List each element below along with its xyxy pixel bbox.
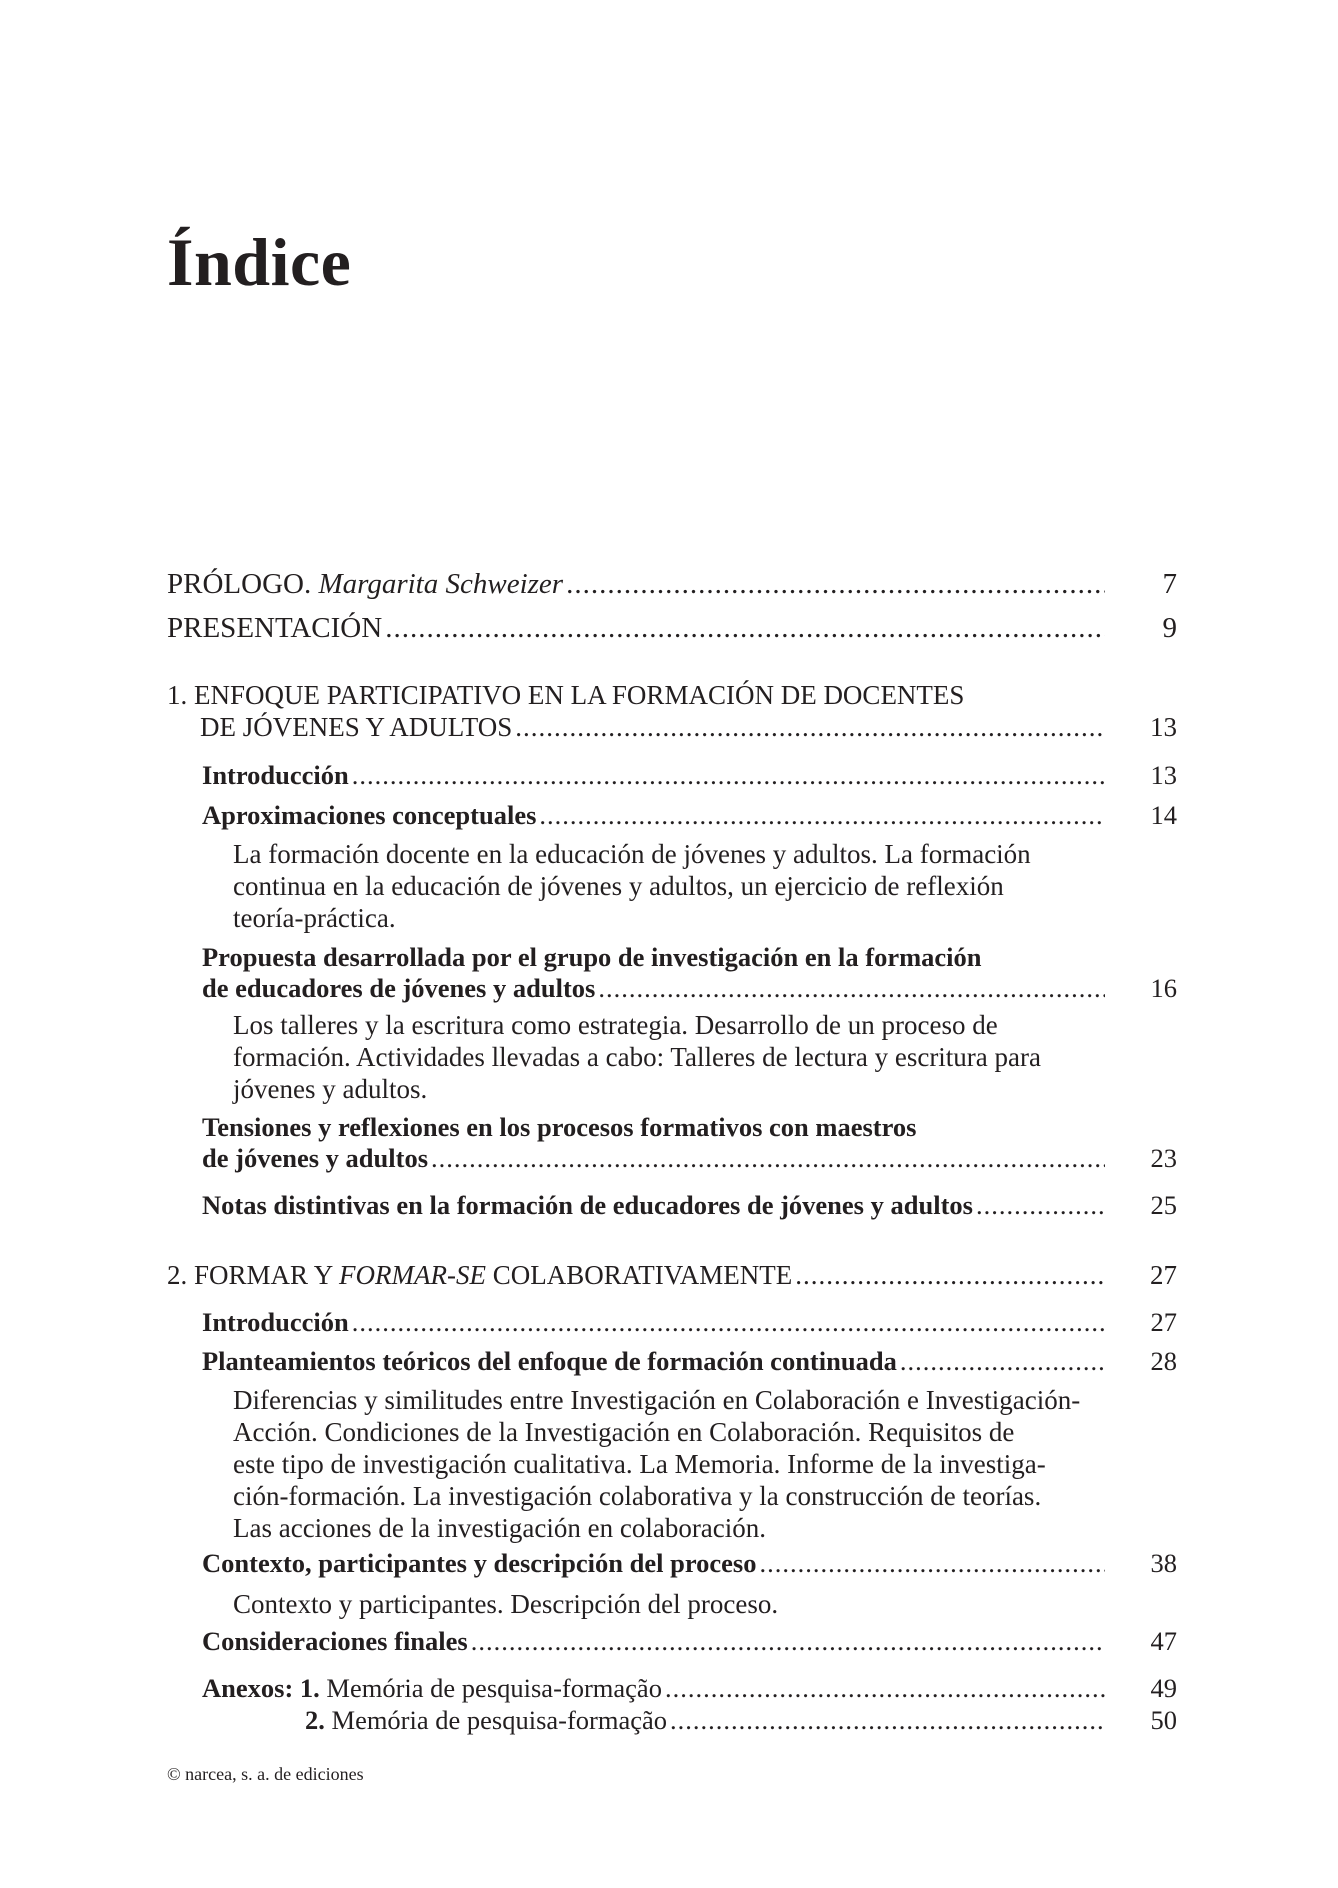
toc-entry-ch1-propuesta[interactable] (202, 973, 1177, 1004)
toc-entry-ch1-tensiones-title: Tensiones y reflexiones en los procesos formativos con maestros (202, 1112, 917, 1142)
dot-leader (900, 1346, 1105, 1377)
toc-entry-ch2-planteamientos[interactable] (202, 1346, 1177, 1377)
page-number: 13 (1150, 712, 1177, 742)
toc-description: La formación docente en la educación de jóvenes y adultos. La formación continua en la educación de jóvenes y adultos, un ejercicio de reflexión teoría-práctica. (233, 839, 1031, 933)
toc-label: de educadores de jóvenes y adultos (202, 973, 596, 1003)
anexos-label: Anexos: (202, 1673, 294, 1703)
toc-entry-ch1-aproximaciones[interactable] (202, 800, 1177, 831)
dot-leader (670, 1705, 1105, 1736)
toc-label: 2. FORMAR Y (167, 1260, 340, 1290)
dot-leader (431, 1143, 1105, 1174)
toc-entry-chapter-2[interactable] (167, 1260, 1177, 1291)
page-number: 28 (1150, 1346, 1177, 1376)
dot-leader (566, 568, 1105, 601)
toc-label: Contexto, participantes y descripción del proceso (202, 1548, 757, 1578)
page-number: 49 (1150, 1673, 1177, 1703)
toc-entry-ch2-consideraciones[interactable] (202, 1626, 1177, 1657)
page-title: Índice (167, 224, 352, 300)
toc-entry-anexo-2[interactable] (305, 1705, 1177, 1736)
toc-entry-anexo-1[interactable] (202, 1673, 1177, 1704)
toc-entry-ch2-contexto[interactable] (202, 1548, 1177, 1579)
toc-label-italic: FORMAR-SE (339, 1260, 486, 1290)
dot-leader (515, 712, 1105, 743)
toc-label: COLABORATIVAMENTE (486, 1260, 793, 1290)
dot-leader (976, 1190, 1105, 1221)
anexo-number: 1. (299, 1673, 320, 1703)
dot-leader (760, 1548, 1106, 1579)
toc-description: Los talleres y la escritura como estrategia. Desarrollo de un proceso de formación. Actividades llevadas a cabo: Talleres de lectura y escritura para jóvenes y adultos. (233, 1010, 1041, 1104)
page-number: 14 (1150, 800, 1177, 830)
toc-entry-prologo[interactable] (167, 568, 1177, 601)
anexo-number: 2. (305, 1705, 325, 1735)
toc-chapter-1-title: 1. ENFOQUE PARTICIPATIVO EN LA FORMACIÓN DE DOCENTES (167, 680, 965, 710)
toc-label: de jóvenes y adultos (202, 1143, 429, 1173)
page-number: 27 (1150, 1307, 1177, 1337)
toc-label: Planteamientos teóricos del enfoque de formación continuada (202, 1346, 897, 1376)
anexo-title: Memória de pesquisa-formação (331, 1705, 668, 1735)
dot-leader (385, 612, 1105, 645)
dot-leader (352, 760, 1105, 791)
toc-label: Introducción (202, 760, 349, 790)
dot-leader (598, 973, 1105, 1004)
page-number: 16 (1150, 973, 1177, 1003)
toc-label: Introducción (202, 1307, 349, 1337)
toc-label: PRESENTACIÓN (167, 612, 383, 644)
toc-entry-ch1-notas[interactable] (202, 1190, 1177, 1221)
page-number: 9 (1162, 612, 1177, 644)
toc-entry-presentacion[interactable] (167, 612, 1177, 645)
toc-entry-chapter-1[interactable] (200, 712, 1177, 743)
toc-label: Consideraciones finales (202, 1626, 468, 1656)
copyright-footer: © narcea, s. a. de ediciones (167, 1764, 364, 1784)
dot-leader (539, 800, 1105, 831)
page-number: 50 (1150, 1705, 1177, 1735)
dot-leader (471, 1626, 1105, 1657)
toc-entry-ch1-introduccion[interactable] (202, 760, 1177, 791)
toc-description: Diferencias y similitudes entre Investigación en Colaboración e Investigación- Acción. Condiciones de la Investigación en Colaboración. Requisitos de este tipo de investigación cualitativa. La Memoria. Informe de la investiga- ción-formación. La investigación colaborativa y la construcción de teorías. Las acciones de la investigación en colaboración. (233, 1385, 1081, 1543)
toc-description: Contexto y participantes. Descripción del proceso. (233, 1589, 779, 1619)
page-number: 38 (1150, 1548, 1177, 1578)
toc-label: Aproximaciones conceptuales (202, 800, 537, 830)
toc-entry-ch1-propuesta-title: Propuesta desarrollada por el grupo de investigación en la formación (202, 942, 982, 972)
page-number: 25 (1150, 1190, 1177, 1220)
page-number: 13 (1150, 760, 1177, 790)
toc-entry-ch1-tensiones[interactable] (202, 1143, 1177, 1174)
page-number: 23 (1150, 1143, 1177, 1173)
page-number: 27 (1150, 1260, 1177, 1290)
toc-label: Notas distintivas en la formación de educadores de jóvenes y adultos (202, 1190, 973, 1220)
dot-leader (665, 1673, 1105, 1704)
anexo-title: Memória de pesquisa-formação (326, 1673, 662, 1703)
toc-label: PRÓLOGO. (167, 568, 312, 600)
page-number: 7 (1162, 568, 1177, 600)
page-number: 47 (1150, 1626, 1177, 1656)
toc-entry-ch2-introduccion[interactable] (202, 1307, 1177, 1338)
toc-label: DE JÓVENES Y ADULTOS (200, 712, 513, 742)
dot-leader (352, 1307, 1105, 1338)
dot-leader (795, 1260, 1105, 1291)
toc-author: Margarita Schweizer (318, 568, 564, 600)
